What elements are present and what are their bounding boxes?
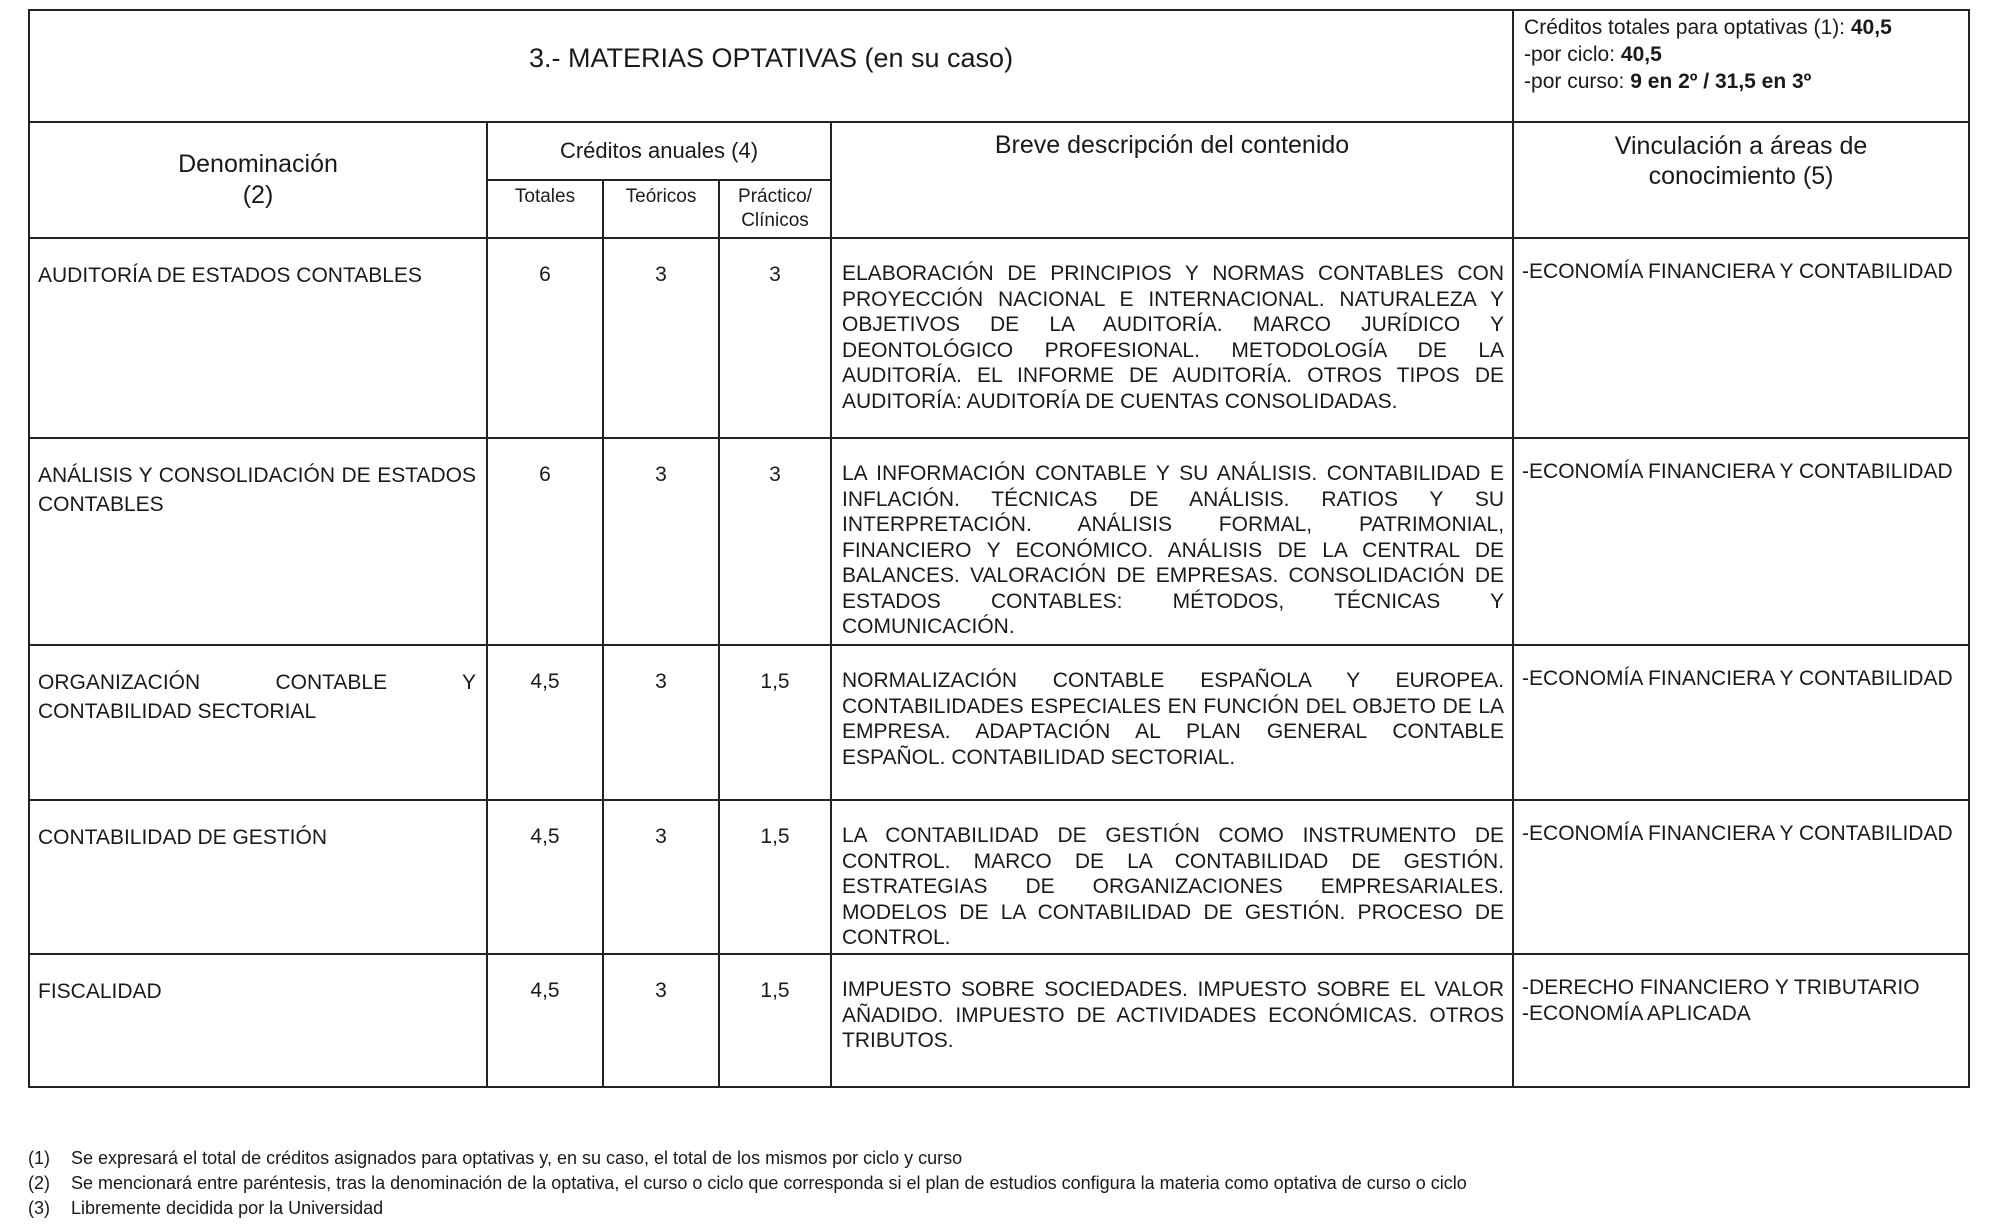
optional-subjects-table xyxy=(28,9,1970,1088)
credits-totales: 6 xyxy=(487,438,603,645)
table-row xyxy=(29,438,1969,645)
credits-teoricos: 3 xyxy=(603,645,719,800)
credit-totals-cell xyxy=(1513,10,1969,122)
col-clinicos-label: Clínicos xyxy=(741,210,809,231)
totals-value: 40,5 xyxy=(1850,16,1892,39)
credits-totales: 4,5 xyxy=(487,954,603,1087)
knowledge-area: -ECONOMÍA FINANCIERA Y CONTABILIDAD xyxy=(1513,645,1969,800)
per-course-value: 9 en 2º / 31,5 en 3º xyxy=(1630,70,1812,93)
credits-teoricos: 3 xyxy=(603,800,719,954)
subject-description: LA INFORMACIÓN CONTABLE Y SU ANÁLISIS. CONTABILIDAD E INFLACIÓN. TÉCNICAS DE ANÁLISIS. RATIOS Y SU INTERPRETACIÓN. ANÁLISIS FORMAL, PATRIMONIAL, FINANCIERO Y ECONÓMICO. ANÁLISIS DE LA CENTRAL DE BALANCES. VALORACIÓN DE EMPRESAS. CONSOLIDACIÓN DE ESTADOS CONTABLES: MÉTODOS, TÉCNICAS Y COMUNICACIÓN. xyxy=(831,438,1513,645)
credits-teoricos: 3 xyxy=(603,238,719,438)
table-row xyxy=(29,645,1969,800)
optional-subjects-sheet xyxy=(28,9,1968,1088)
knowledge-area xyxy=(1513,954,1969,1087)
knowledge-area-line: -DERECHO FINANCIERO Y TRIBUTARIO xyxy=(1522,976,1920,999)
knowledge-area: -ECONOMÍA FINANCIERA Y CONTABILIDAD xyxy=(1513,238,1969,438)
footnote xyxy=(28,1196,1467,1221)
totals-label: Créditos totales para optativas (1): xyxy=(1524,16,1846,39)
footnote-number: (2) xyxy=(28,1173,50,1193)
footnote-number: (1) xyxy=(28,1148,50,1168)
subject-name: AUDITORÍA DE ESTADOS CONTABLES xyxy=(29,238,487,438)
footnote-number: (3) xyxy=(28,1198,50,1218)
col-teoricos: Teóricos xyxy=(603,180,719,238)
table-row xyxy=(29,238,1969,438)
footnote xyxy=(28,1146,1467,1171)
credits-practicos: 3 xyxy=(719,238,831,438)
knowledge-area: -ECONOMÍA FINANCIERA Y CONTABILIDAD xyxy=(1513,438,1969,645)
credits-practicos: 1,5 xyxy=(719,800,831,954)
section-title: 3.- MATERIAS OPTATIVAS (en su caso) xyxy=(528,42,1014,73)
footnote-text: Se expresará el total de créditos asignados para optativas y, en su caso, el total de los mismos por ciclo y curso xyxy=(71,1148,963,1168)
subject-name: CONTABILIDAD DE GESTIÓN xyxy=(29,800,487,954)
col-descripcion: Breve descripción del contenido xyxy=(831,122,1513,238)
col-denominacion xyxy=(29,122,487,238)
subject-name: ORGANIZACIÓN CONTABLE Y CONTABILIDAD SECTORIAL xyxy=(29,645,487,800)
col-creditos: Créditos anuales (4) xyxy=(487,122,831,180)
table-row xyxy=(29,800,1969,954)
table-row xyxy=(29,954,1969,1087)
subject-description: LA CONTABILIDAD DE GESTIÓN COMO INSTRUMENTO DE CONTROL. MARCO DE LA CONTABILIDAD DE GESTIÓN. ESTRATEGIAS DE ORGANIZACIONES EMPRESARIALES. MODELOS DE LA CONTABILIDAD DE GESTIÓN. PROCESO DE CONTROL. xyxy=(831,800,1513,954)
credits-practicos: 1,5 xyxy=(719,954,831,1087)
col-denominacion-label: Denominación xyxy=(178,150,338,178)
col-totales: Totales xyxy=(487,180,603,238)
subject-description: ELABORACIÓN DE PRINCIPIOS Y NORMAS CONTABLES CON PROYECCIÓN NACIONAL E INTERNACIONAL. NATURALEZA Y OBJETIVOS DE LA AUDITORÍA. MARCO JURÍDICO Y DEONTOLÓGICO PROFESIONAL. METODOLOGÍA DE LA AUDITORÍA. EL INFORME DE AUDITORÍA. OTROS TIPOS DE AUDITORÍA: AUDITORÍA DE CUENTAS CONSOLIDADAS. xyxy=(831,238,1513,438)
knowledge-area-line: -ECONOMÍA APLICADA xyxy=(1522,1002,1751,1025)
col-vinculacion xyxy=(1513,122,1969,238)
per-course-label: -por curso: xyxy=(1524,70,1625,93)
credits-teoricos: 3 xyxy=(603,438,719,645)
per-cycle-label: -por ciclo: xyxy=(1524,43,1616,66)
col-practicos-label: Práctico/ xyxy=(738,186,812,207)
col-denominacion-note: (2) xyxy=(242,181,274,209)
footnote xyxy=(28,1171,1467,1196)
per-cycle-value: 40,5 xyxy=(1620,43,1662,66)
credits-totales: 4,5 xyxy=(487,800,603,954)
col-vinculacion-label: Vinculación a áreas de xyxy=(1614,132,1868,160)
knowledge-area: -ECONOMÍA FINANCIERA Y CONTABILIDAD xyxy=(1513,800,1969,954)
credits-practicos: 1,5 xyxy=(719,645,831,800)
footnote-text: Libremente decidida por la Universidad xyxy=(71,1198,384,1218)
col-practicos xyxy=(719,180,831,238)
subject-description: IMPUESTO SOBRE SOCIEDADES. IMPUESTO SOBRE EL VALOR AÑADIDO. IMPUESTO DE ACTIVIDADES ECONÓMICAS. OTROS TRIBUTOS. xyxy=(831,954,1513,1087)
credits-practicos: 3 xyxy=(719,438,831,645)
col-vinculacion-label-2: conocimiento (5) xyxy=(1648,162,1834,190)
subject-description: NORMALIZACIÓN CONTABLE ESPAÑOLA Y EUROPEA. CONTABILIDADES ESPECIALES EN FUNCIÓN DEL OBJETO DE LA EMPRESA. ADAPTACIÓN AL PLAN GENERAL CONTABLE ESPAÑOL. CONTABILIDAD SECTORIAL. xyxy=(831,645,1513,800)
credits-totales: 4,5 xyxy=(487,645,603,800)
credits-teoricos: 3 xyxy=(603,954,719,1087)
subject-name: FISCALIDAD xyxy=(29,954,487,1087)
footnote-text: Se mencionará entre paréntesis, tras la denominación de la optativa, el curso o ciclo que corresponda si el plan de estudios configura la materia como optativa de curso o ciclo xyxy=(71,1173,1467,1193)
footnotes xyxy=(28,1146,1467,1221)
section-title-cell xyxy=(29,10,1513,122)
subject-name: ANÁLISIS Y CONSOLIDACIÓN DE ESTADOS CONTABLES xyxy=(29,438,487,645)
credits-totales: 6 xyxy=(487,238,603,438)
